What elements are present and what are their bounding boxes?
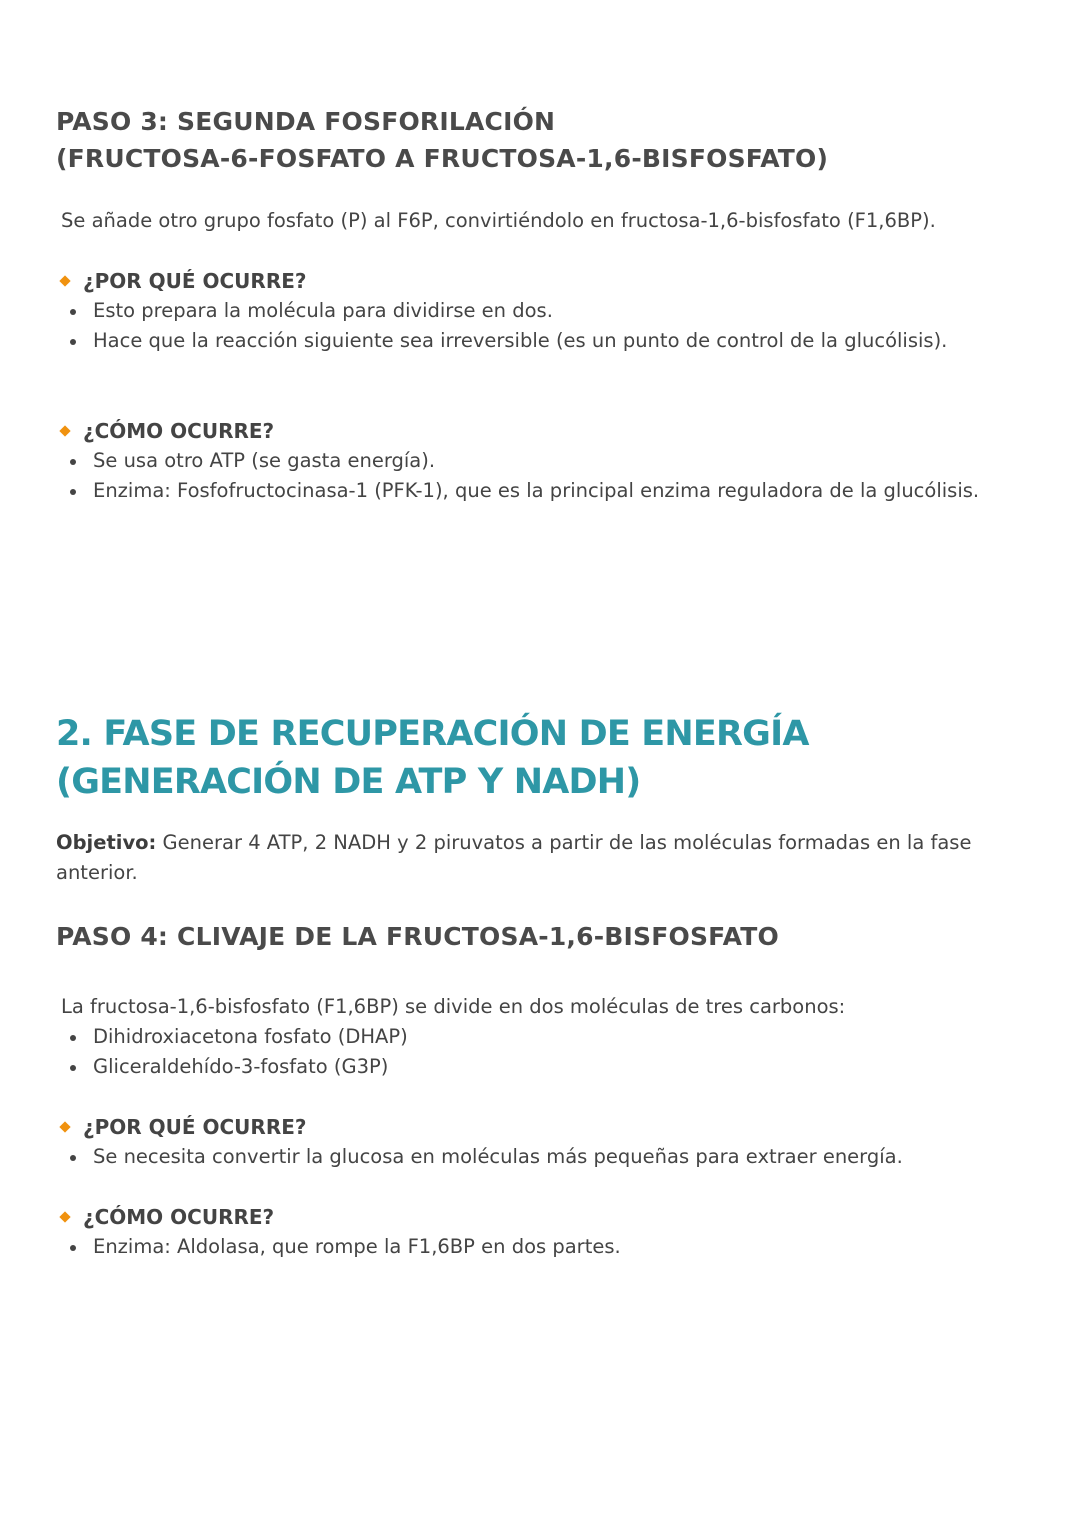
bullet-dot-icon	[70, 339, 76, 345]
bullet-dot-icon	[70, 459, 76, 465]
paso3-title-line1: PASO 3: SEGUNDA FOSFORILACIÓN	[56, 107, 556, 136]
paso3-why-list	[66, 296, 1024, 356]
list-item: Hace que la reacción siguiente sea irreversible (es un punto de control de la glucólisis).	[66, 326, 1024, 356]
paso3-title	[56, 103, 828, 177]
paso4-how-heading	[58, 1202, 274, 1232]
paso4-why-list	[66, 1142, 1024, 1172]
objective-text: Generar 4 ATP, 2 NADH y 2 piruvatos a partir de las moléculas formadas en la fase anterior.	[56, 831, 972, 884]
paso3-why-heading	[58, 266, 306, 296]
paso3-how-heading-label: ¿CÓMO OCURRE?	[83, 419, 275, 443]
list-item: Dihidroxiacetona fosfato (DHAP)	[66, 1022, 1024, 1052]
list-item: Gliceraldehído-3-fosfato (G3P)	[66, 1052, 1024, 1082]
orange-diamond-icon	[59, 1121, 70, 1132]
paso4-how-heading-label: ¿CÓMO OCURRE?	[83, 1205, 275, 1229]
bullet-dot-icon	[70, 1065, 76, 1071]
paso4-title: PASO 4: CLIVAJE DE LA FRUCTOSA-1,6-BISFOSFATO	[56, 922, 779, 951]
orange-diamond-icon	[59, 1211, 70, 1222]
paso3-description: Se añade otro grupo fosfato (P) al F6P, convirtiéndolo en fructosa-1,6-bisfosfato (F1,6BP).	[61, 209, 936, 232]
bullet-dot-icon	[70, 1155, 76, 1161]
orange-diamond-icon	[59, 425, 70, 436]
paso3-how-heading	[58, 416, 274, 446]
fase2-title	[56, 710, 809, 806]
paso4-why-heading	[58, 1112, 306, 1142]
list-item: Se usa otro ATP (se gasta energía).	[66, 446, 1024, 476]
paso4-products-list	[66, 1022, 1024, 1082]
bullet-dot-icon	[70, 1245, 76, 1251]
paso4-how-list	[66, 1232, 1024, 1262]
list-item: Se necesita convertir la glucosa en moléculas más pequeñas para extraer energía.	[66, 1142, 1024, 1172]
bullet-dot-icon	[70, 1035, 76, 1041]
bullet-dot-icon	[70, 489, 76, 495]
bullet-dot-icon	[70, 309, 76, 315]
paso4-why-heading-label: ¿POR QUÉ OCURRE?	[83, 1115, 307, 1139]
paso3-why-heading-label: ¿POR QUÉ OCURRE?	[83, 269, 307, 293]
fase2-title-line1: 2. FASE DE RECUPERACIÓN DE ENERGÍA	[56, 714, 809, 754]
paso3-title-line2: (FRUCTOSA-6-FOSFATO A FRUCTOSA-1,6-BISFOSFATO)	[56, 144, 829, 173]
fase2-title-line2: (GENERACIÓN DE ATP Y NADH)	[56, 762, 641, 802]
paso4-description: La fructosa-1,6-bisfosfato (F1,6BP) se divide en dos moléculas de tres carbonos:	[61, 995, 846, 1018]
paso3-how-list	[66, 446, 1024, 506]
list-item: Enzima: Fosfofructocinasa-1 (PFK-1), que es la principal enzima reguladora de la glucólisis.	[66, 476, 1024, 506]
objective-label: Objetivo:	[56, 831, 157, 854]
list-item: Enzima: Aldolasa, que rompe la F1,6BP en dos partes.	[66, 1232, 1024, 1262]
fase2-objective	[56, 828, 1016, 888]
list-item: Esto prepara la molécula para dividirse en dos.	[66, 296, 1024, 326]
orange-diamond-icon	[59, 275, 70, 286]
